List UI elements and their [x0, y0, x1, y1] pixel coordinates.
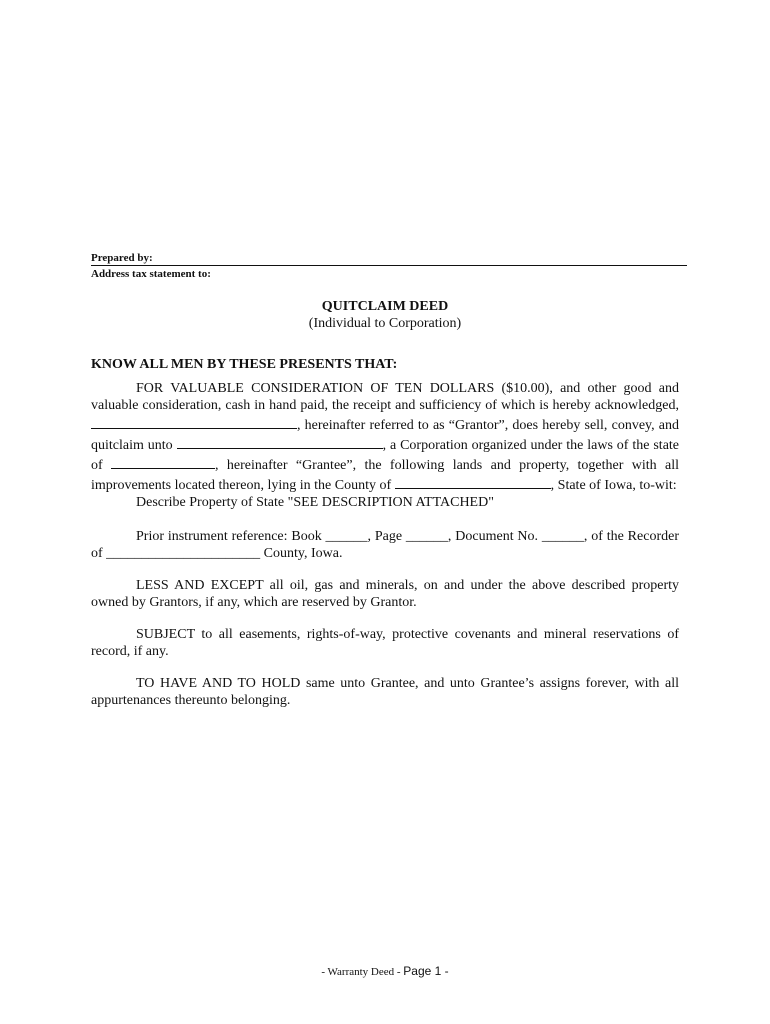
footer-page-number: Page 1 - — [403, 964, 449, 978]
grantee-name-blank[interactable] — [177, 434, 383, 449]
document-subtitle: (Individual to Corporation) — [308, 316, 462, 331]
grantor-name-blank[interactable] — [91, 414, 297, 429]
document-title: QUITCLAIM DEED — [321, 299, 449, 314]
county-text: , State of Iowa, to-wit: — [550, 478, 677, 493]
consideration-text: FOR VALUABLE CONSIDERATION OF TEN DOLLARS ($10.00), and other good and valuable consideration, cash in hand paid, the receipt and sufficiency of which is hereby acknowledged, — [91, 381, 679, 413]
consideration-paragraph — [91, 380, 679, 494]
county-blank[interactable] — [395, 474, 551, 489]
intro-heading: KNOW ALL MEN BY THESE PRESENTS THAT: — [91, 357, 398, 372]
grantor-text: , hereinafter referred to as “Grantor”, does hereby sell, convey, and quitclaim unto — [91, 418, 679, 453]
prior-instrument-text: Prior instrument reference: Book ______, Page ______, Document No. ______, of the Recorder of — [91, 529, 679, 561]
subject-paragraph: SUBJECT to all easements, rights-of-way, protective covenants and mineral reservations of record, if any. — [91, 627, 679, 659]
footer-doc-name: - Warranty Deed - — [321, 966, 404, 978]
page-footer — [0, 964, 770, 979]
describe-paragraph: Describe Property of State "SEE DESCRIPTION ATTACHED" — [136, 495, 494, 510]
header-rule — [91, 265, 687, 266]
state-blank[interactable] — [111, 454, 215, 469]
less-except-paragraph: LESS AND EXCEPT all oil, gas and minerals, on and under the above described property owned by Grantors, if any, which are reserved by Grantor. — [91, 578, 679, 610]
prepared-by-label: Prepared by: — [91, 252, 153, 264]
grantee-text: , hereinafter “Grantee”, the following lands and property, together with all improvements located thereon, lying in the County of — [91, 458, 680, 493]
preparer-block — [91, 252, 687, 281]
prior-county-text: ______________________ County, Iowa. — [106, 546, 343, 561]
prior-instrument-paragraph — [91, 528, 679, 562]
habendum-paragraph: TO HAVE AND TO HOLD same unto Grantee, and unto Grantee’s assigns forever, with all appurtenances thereunto belonging. — [91, 676, 679, 708]
corporation-text: , a Corporation organized under the laws of the state of — [91, 438, 680, 473]
address-tax-label: Address tax statement to: — [91, 268, 211, 280]
